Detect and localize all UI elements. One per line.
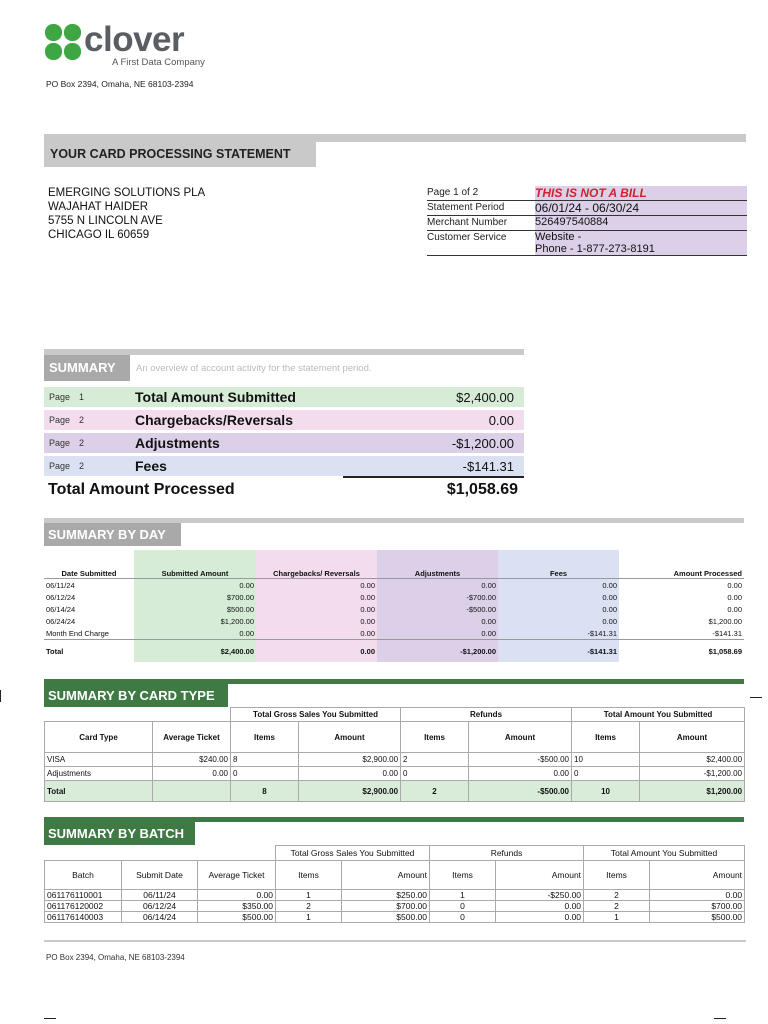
merchant-line: CHICAGO IL 60659 [48,229,150,241]
chargebacks-cell: 0.00 [256,615,377,627]
items-cell: 1 [276,912,342,923]
page-label: Page [49,438,71,448]
items-cell: 1 [276,890,342,901]
merchant-line: EMERGING SOLUTIONS PLA [48,187,206,199]
fees-cell: 0.00 [498,579,619,592]
summary-row [44,410,524,430]
chargebacks-cell: 0.00 [256,627,377,640]
page-number: 1 [79,392,85,402]
total-divider [343,476,524,478]
summary-label: Chargebacks/Reversals [135,412,293,428]
amount-cell: -$250.00 [496,890,584,901]
total-cell: -$1,200.00 [377,640,498,663]
info-label: Customer Service [427,232,507,243]
page-label: Page [49,392,71,402]
amount-cell: 0.00 [299,767,401,781]
column-header: Items [584,861,650,890]
group-header: Refunds [430,846,584,861]
total-row [45,781,745,802]
crop-mark [750,697,762,698]
avg-ticket-cell: 0.00 [198,890,276,901]
chargebacks-cell: 0.00 [256,603,377,615]
customer-service [535,231,747,255]
crop-mark [44,1018,56,1019]
amount-cell: $500.00 [650,912,745,923]
fees-cell: 0.00 [498,591,619,603]
column-header: Chargebacks/ Reversals [256,550,377,579]
table-header-row [45,861,745,890]
group-header: Total Gross Sales You Submitted [276,846,430,861]
date-cell: 06/12/24 [46,592,76,602]
column-header: Items [231,722,299,753]
table-row [45,912,745,923]
group-header: Refunds [401,708,572,722]
fees-cell: 0.00 [498,603,619,615]
processed-cell: -$141.31 [712,628,742,638]
card-type-cell: Adjustments [45,767,153,781]
table-row [44,615,744,627]
date-cell: 06/14/24 [122,912,198,923]
total-processed-amount: $1,058.69 [446,481,518,498]
avg-ticket-cell: $240.00 [153,753,231,767]
avg-ticket-cell: $350.00 [198,901,276,912]
total-label: Total [46,646,64,656]
merchant-address [48,186,205,242]
footer-divider [44,940,746,942]
merchant-line: 5755 N LINCOLN AVE [48,215,163,227]
processed-cell: $1,200.00 [708,616,742,626]
info-label: Merchant Number [427,217,508,228]
fees-cell: -$141.31 [498,627,619,640]
total-cell: 2 [401,781,469,802]
group-header: Total Amount You Submitted [572,708,745,722]
group-header-row [45,708,745,722]
date-cell: 06/11/24 [46,580,75,590]
items-cell: 0 [231,767,299,781]
table-row [45,901,745,912]
merchant-line: WAJAHAT HAIDER [48,201,149,213]
statement-period: 06/01/24 - 06/30/24 [535,201,747,215]
total-cell: -$141.31 [498,640,619,663]
crop-mark [714,1018,726,1019]
amount-cell: $500.00 [342,912,430,923]
column-header: Amount [650,861,745,890]
amount-cell: 0.00 [650,890,745,901]
not-bill-notice: THIS IS NOT A BILL [535,186,747,200]
avg-ticket-cell: $500.00 [198,912,276,923]
adjustments-cell: -$500.00 [377,603,498,615]
summary-amount: 0.00 [488,412,514,428]
column-header: Average Ticket [153,722,231,753]
merchant-number: 526497540884 [535,216,747,230]
submitted-cell: $1,200.00 [134,615,256,627]
total-cell [153,781,231,802]
date-cell: 06/11/24 [122,890,198,901]
batch-cell: 061176110001 [45,890,122,901]
summary-amount: -$141.31 [462,458,514,474]
processed-cell: 0.00 [727,580,742,590]
items-cell: 0 [401,767,469,781]
column-header: Items [430,861,496,890]
total-cell: 10 [572,781,640,802]
amount-cell: $2,400.00 [640,753,745,767]
total-cell: 8 [231,781,299,802]
amount-cell: $700.00 [342,901,430,912]
date-cell: Month End Charge [46,628,109,638]
adjustments-cell: 0.00 [377,579,498,592]
table-row [44,591,744,603]
summary-label: Fees [135,458,167,474]
items-cell: 2 [401,753,469,767]
total-label: Total [45,781,153,802]
crop-mark [0,690,1,702]
amount-cell: 0.00 [469,767,572,781]
table-header-row [44,550,744,579]
column-header: Date Submitted [61,569,117,578]
summary-by-day-table [44,550,744,662]
column-header: Average Ticket [198,861,276,890]
items-cell: 1 [584,912,650,923]
column-header: Batch [45,861,122,890]
info-row [427,186,747,200]
avg-ticket-cell: 0.00 [153,767,231,781]
submitted-cell: 0.00 [134,579,256,592]
amount-cell: $250.00 [342,890,430,901]
total-cell: $1,058.69 [708,646,742,656]
summary-amount: -$1,200.00 [451,435,514,451]
summary-by-card-table [44,707,745,802]
info-row [427,200,747,216]
company-address: PO Box 2394, Omaha, NE 68103-2394 [46,79,194,89]
summary-title: SUMMARY [49,360,116,375]
column-header: Amount [469,722,572,753]
column-header: Submitted Amount [134,550,256,579]
total-cell: $2,900.00 [299,781,401,802]
column-header: Adjustments [377,550,498,579]
table-row [44,603,744,615]
table-row [45,753,745,767]
total-row [44,640,744,663]
title-bar [44,134,746,142]
page-label: Page [49,461,71,471]
brand-subtitle: A First Data Company [112,57,205,68]
summary-row [44,433,524,453]
adjustments-cell: 0.00 [377,615,498,627]
batch-cell: 061176140003 [45,912,122,923]
total-cell: $2,400.00 [134,640,256,663]
brand-name: clover [84,20,185,59]
info-row [427,231,747,256]
items-cell: 0 [572,767,640,781]
table-row [45,890,745,901]
amount-cell: $2,900.00 [299,753,401,767]
column-header: Items [276,861,342,890]
chargebacks-cell: 0.00 [256,579,377,592]
summary-row [44,387,524,407]
summary-label: Adjustments [135,435,220,451]
amount-cell: 0.00 [496,912,584,923]
day-section-title: SUMMARY BY DAY [44,523,181,546]
items-cell: 0 [430,901,496,912]
card-section-title: SUMMARY BY CARD TYPE [44,684,228,707]
group-header: Total Gross Sales You Submitted [231,708,401,722]
summary-description: An overview of account activity for the statement period. [136,363,372,374]
summary-label: Total Amount Submitted [135,389,296,405]
summary-by-batch-table [44,845,745,923]
submitted-cell: $700.00 [134,591,256,603]
column-header: Amount [496,861,584,890]
cs-website: Website - [535,231,582,243]
processed-cell: 0.00 [727,604,742,614]
column-header: Amount [640,722,745,753]
items-cell: 10 [572,753,640,767]
items-cell: 8 [231,753,299,767]
page-number: 2 [79,461,85,471]
footer-address: PO Box 2394, Omaha, NE 68103-2394 [46,953,185,962]
total-processed-label: Total Amount Processed [48,481,235,498]
statement-title: YOUR CARD PROCESSING STATEMENT [50,147,291,161]
column-header: Amount [299,722,401,753]
column-header: Amount [342,861,430,890]
batch-cell: 061176120002 [45,901,122,912]
items-cell: 2 [276,901,342,912]
total-cell: -$500.00 [469,781,572,802]
column-header: Items [572,722,640,753]
column-header: Card Type [45,722,153,753]
total-cell: 0.00 [256,640,377,663]
fees-cell: 0.00 [498,615,619,627]
amount-cell: 0.00 [496,901,584,912]
page-number: 2 [79,438,85,448]
date-cell: 06/14/24 [46,604,76,614]
items-cell: 2 [584,890,650,901]
page-label: Page [49,415,71,425]
info-label: Statement Period [427,202,505,213]
group-header: Total Amount You Submitted [584,846,745,861]
table-header-row [45,722,745,753]
card-type-cell: VISA [45,753,153,767]
column-header: Fees [498,550,619,579]
submitted-cell: 0.00 [134,627,256,640]
column-header: Items [401,722,469,753]
summary-row [44,456,524,476]
column-header: Submit Date [122,861,198,890]
page-number: 2 [79,415,85,425]
date-cell: 06/24/24 [46,616,76,626]
amount-cell: -$1,200.00 [640,767,745,781]
adjustments-cell: 0.00 [377,627,498,640]
summary-amount: $2,400.00 [456,389,514,405]
processed-cell: 0.00 [727,592,742,602]
amount-cell: $700.00 [650,901,745,912]
group-header-row [45,846,745,861]
batch-section-title: SUMMARY BY BATCH [44,822,195,845]
total-cell: $1,200.00 [640,781,745,802]
column-header: Amount Processed [673,569,742,578]
amount-cell: -$500.00 [469,753,572,767]
items-cell: 2 [584,901,650,912]
table-row [45,767,745,781]
page-indicator: Page 1 of 2 [427,187,479,198]
table-row [44,627,744,640]
statement-info [427,186,747,256]
chargebacks-cell: 0.00 [256,591,377,603]
date-cell: 06/12/24 [122,901,198,912]
submitted-cell: $500.00 [134,603,256,615]
items-cell: 0 [430,912,496,923]
items-cell: 1 [430,890,496,901]
info-row [427,216,747,231]
adjustments-cell: -$700.00 [377,591,498,603]
cs-phone: Phone - 1-877-273-8191 [535,243,655,255]
table-row [44,579,744,592]
